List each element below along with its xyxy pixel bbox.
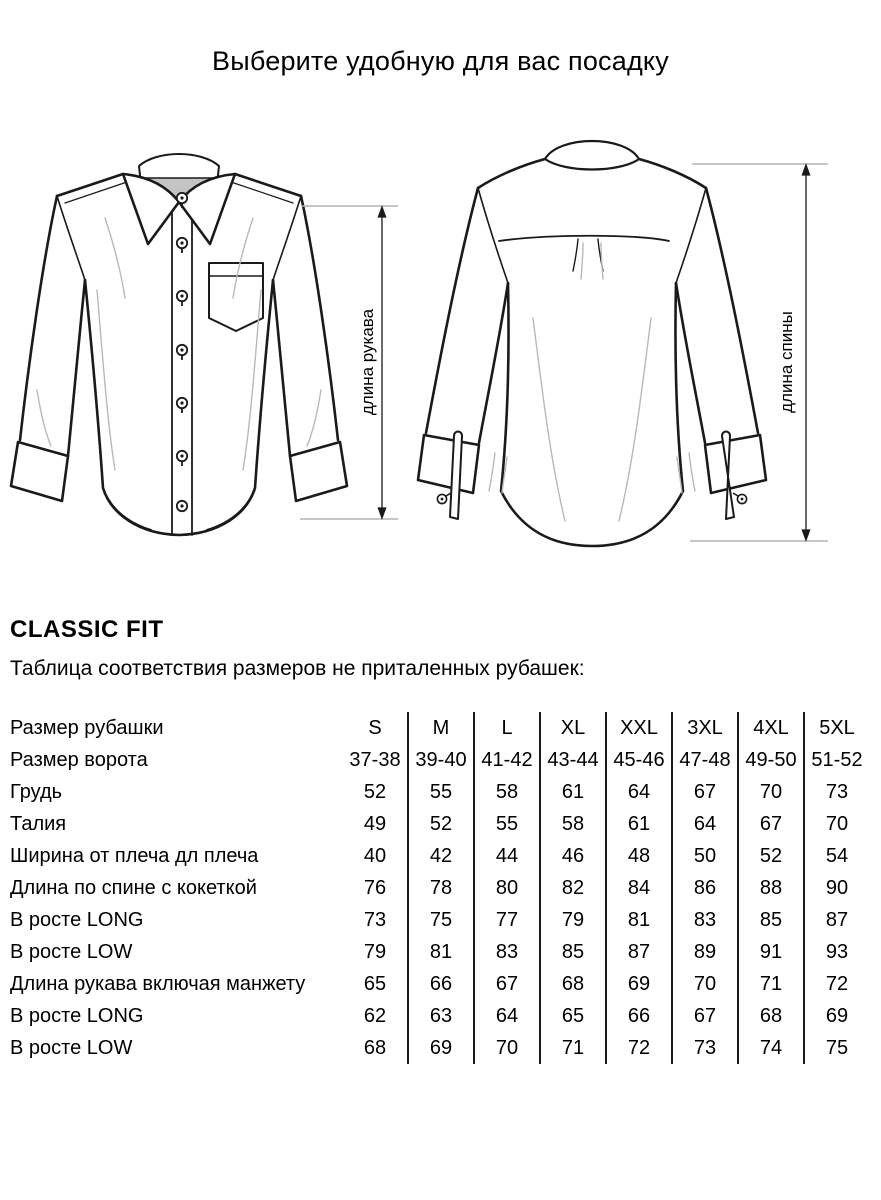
value-cell: XL [540, 712, 606, 744]
value-cell: 72 [606, 1032, 672, 1064]
value-cell: 52 [343, 776, 408, 808]
value-cell: 85 [540, 936, 606, 968]
row-label-cell: Талия [10, 812, 67, 835]
row-label-cell: В росте LONG [10, 1004, 144, 1027]
value-cell: 48 [606, 840, 672, 872]
value-cell: 73 [343, 904, 408, 936]
table-row [10, 1000, 869, 1032]
sleeve-length-label: длина рукава [358, 308, 377, 416]
value-cell: 52 [408, 808, 474, 840]
value-cell: 73 [672, 1032, 738, 1064]
value-cell: 49 [343, 808, 408, 840]
table-row [10, 1032, 869, 1064]
value-cell: 71 [540, 1032, 606, 1064]
value-cell: 82 [540, 872, 606, 904]
value-cell: 55 [408, 776, 474, 808]
value-cell: 49-50 [738, 744, 804, 776]
back-length-arrow [802, 165, 809, 540]
value-cell: 40 [343, 840, 408, 872]
row-label-cell: В росте LONG [10, 908, 144, 931]
value-cell: 69 [408, 1032, 474, 1064]
value-cell: 73 [825, 780, 849, 803]
value-cell: S [343, 712, 408, 744]
value-cell: 67 [672, 776, 738, 808]
value-cell: 88 [738, 872, 804, 904]
value-cell: 81 [408, 936, 474, 968]
value-cell: 65 [343, 968, 408, 1000]
table-row [10, 712, 869, 744]
value-cell: 79 [540, 904, 606, 936]
value-cell: 85 [738, 904, 804, 936]
shirt-figure [0, 130, 881, 570]
table-row [10, 840, 869, 872]
value-cell: 52 [738, 840, 804, 872]
value-cell: M [408, 712, 474, 744]
value-cell: 42 [408, 840, 474, 872]
value-cell: 68 [738, 1000, 804, 1032]
back-length-label: длина спины [777, 311, 796, 413]
value-cell: L [474, 712, 540, 744]
value-cell: 89 [672, 936, 738, 968]
value-cell: 55 [474, 808, 540, 840]
value-cell: 61 [540, 776, 606, 808]
row-label-cell: В росте LOW [10, 940, 133, 963]
value-cell: 68 [540, 968, 606, 1000]
value-cell: 41-42 [474, 744, 540, 776]
value-cell: XXL [606, 712, 672, 744]
value-cell: 64 [606, 776, 672, 808]
size-table [10, 712, 869, 1064]
row-label-cell: Грудь [10, 780, 63, 803]
value-cell: 70 [672, 968, 738, 1000]
value-cell: 70 [474, 1032, 540, 1064]
value-cell: 39-40 [408, 744, 474, 776]
row-label-cell: В росте LOW [10, 1036, 133, 1059]
value-cell: 81 [606, 904, 672, 936]
value-cell: 69 [606, 968, 672, 1000]
value-cell: 90 [825, 876, 849, 899]
value-cell: 86 [672, 872, 738, 904]
row-label-cell: Ширина от плеча дл плеча [10, 844, 259, 867]
value-cell: 5XL [819, 716, 855, 739]
value-cell: 66 [408, 968, 474, 1000]
value-cell: 67 [672, 1000, 738, 1032]
value-cell: 69 [825, 1004, 849, 1027]
value-cell: 84 [606, 872, 672, 904]
value-cell: 87 [606, 936, 672, 968]
value-cell: 74 [738, 1032, 804, 1064]
row-label-cell: Длина по спине с кокеткой [10, 876, 257, 899]
value-cell: 75 [825, 1036, 849, 1059]
value-cell: 93 [825, 940, 849, 963]
value-cell: 75 [408, 904, 474, 936]
value-cell: 68 [343, 1032, 408, 1064]
table-row [10, 904, 869, 936]
value-cell: 78 [408, 872, 474, 904]
row-label-cell: Длина рукава включая манжету [10, 972, 306, 995]
value-cell: 70 [825, 812, 849, 835]
table-row [10, 968, 869, 1000]
value-cell: 3XL [672, 712, 738, 744]
value-cell: 54 [825, 844, 849, 867]
value-cell: 77 [474, 904, 540, 936]
value-cell: 64 [474, 1000, 540, 1032]
value-cell: 63 [408, 1000, 474, 1032]
table-row [10, 936, 869, 968]
value-cell: 67 [474, 968, 540, 1000]
value-cell: 72 [825, 972, 849, 995]
page-title: Выберите удобную для вас посадку [212, 46, 669, 76]
value-cell: 62 [343, 1000, 408, 1032]
value-cell: 79 [343, 936, 408, 968]
value-cell: 47-48 [672, 744, 738, 776]
value-cell: 83 [672, 904, 738, 936]
value-cell: 70 [738, 776, 804, 808]
value-cell: 44 [474, 840, 540, 872]
value-cell: 66 [606, 1000, 672, 1032]
table-row [10, 872, 869, 904]
value-cell: 4XL [738, 712, 804, 744]
value-cell: 80 [474, 872, 540, 904]
value-cell: 45-46 [606, 744, 672, 776]
value-cell: 76 [343, 872, 408, 904]
table-row [10, 808, 869, 840]
row-label-cell: Размер ворота [10, 748, 148, 771]
value-cell: 43-44 [540, 744, 606, 776]
row-label-cell: Размер рубашки [10, 716, 164, 739]
value-cell: 64 [672, 808, 738, 840]
value-cell: 46 [540, 840, 606, 872]
table-row [10, 744, 869, 776]
value-cell: 91 [738, 936, 804, 968]
value-cell: 67 [738, 808, 804, 840]
value-cell: 58 [540, 808, 606, 840]
value-cell: 83 [474, 936, 540, 968]
value-cell: 71 [738, 968, 804, 1000]
value-cell: 50 [672, 840, 738, 872]
section-heading: CLASSIC FIT [10, 616, 164, 643]
value-cell: 37-38 [343, 744, 408, 776]
sleeve-length-arrow [378, 207, 385, 518]
value-cell: 65 [540, 1000, 606, 1032]
value-cell: 61 [606, 808, 672, 840]
value-cell: 58 [474, 776, 540, 808]
dimension-arrows [0, 130, 881, 565]
value-cell: 51-52 [811, 748, 863, 771]
section-subtitle: Таблица соответствия размеров не приталенных рубашек: [10, 657, 585, 680]
value-cell: 87 [825, 908, 849, 931]
table-row [10, 776, 869, 808]
